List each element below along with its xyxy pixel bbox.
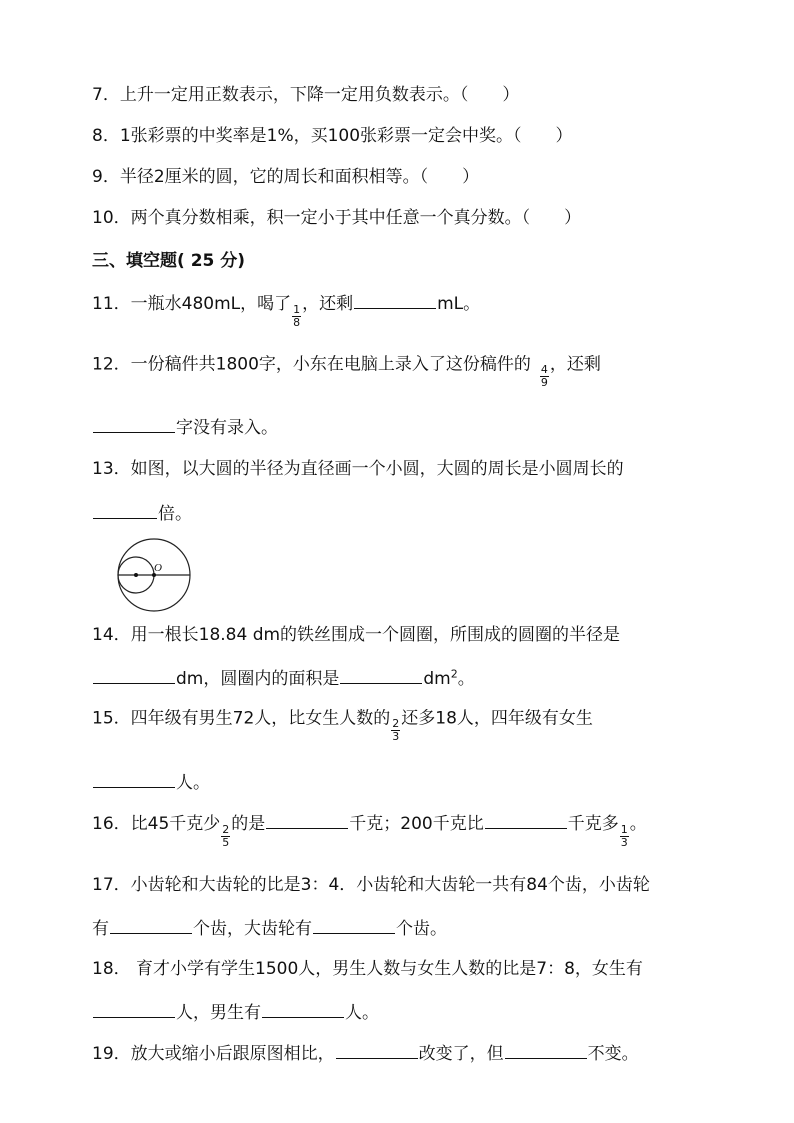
small-circle-center-dot [134, 573, 138, 577]
section-heading-fill-in: 三、填空题( 25 分) [92, 251, 246, 271]
question-15: 15．四年级有男生72人，比女生人数的 $\frac{2}{3}$ 还多18人，四年级有女生 [92, 708, 593, 743]
question-8: 8．1张彩票的中奖率是1%，买100张彩票一定会中奖。（ ） [92, 126, 573, 146]
answer-blank-17b[interactable] [313, 915, 395, 934]
fraction-four-ninths: $\frac{4}{9}$ [540, 363, 548, 389]
question-7: 7．上升一定用正数表示，下降一定用负数表示。（ ） [92, 85, 520, 105]
question-18-cont: 人，男生有 人。 [92, 999, 754, 1025]
question-14: 14．用一根长18.84 dm的铁丝围成一个圆圈，所围成的圆圈的半径是 [92, 625, 621, 645]
answer-blank-16a[interactable] [266, 810, 348, 829]
question-15-cont: 人。 [92, 769, 754, 795]
answer-blank-15[interactable] [93, 769, 175, 788]
question-17-cont: 有 个齿，大齿轮有 个齿。 [92, 915, 754, 941]
question-16: 16．比45千克少 $\frac{2}{5}$ 的是 千克；200千克比 千克多 $\frac{1}{3}$ 。 [92, 810, 754, 837]
fraction-one-third: $\frac{1}{3}$ [620, 822, 628, 849]
question-10: 10．两个真分数相乘，积一定小于其中任意一个真分数。（ ） [92, 208, 582, 228]
answer-blank-17a[interactable] [110, 915, 192, 934]
question-12-cont: 字没有录入。 [92, 414, 754, 440]
fraction-two-thirds: $\frac{2}{3}$ [392, 717, 400, 743]
question-14-cont: dm，圆圈内的面积是 $dm^2$。 [92, 665, 754, 691]
answer-blank-14-radius[interactable] [93, 665, 175, 684]
question-13: 13．如图，以大圆的半径为直径画一个小圆，大圆的周长是小圆周长的 [92, 459, 624, 479]
question-9: 9．半径2厘米的圆，它的周长和面积相等。（ ） [92, 167, 480, 187]
question-13-cont: 倍。 [92, 500, 754, 526]
answer-blank-18a[interactable] [93, 999, 175, 1018]
answer-blank-16b[interactable] [485, 810, 567, 829]
question-19: 19．放大或缩小后跟原图相比， 改变了，但 不变。 [92, 1040, 754, 1066]
question-12: 12．一份稿件共1800字，小东在电脑上录入了这份稿件的 $\frac{4}{9}$ ，还剩 [92, 354, 601, 389]
answer-blank-18b[interactable] [262, 999, 344, 1018]
fraction-two-fifths: $\frac{2}{5}$ [222, 822, 230, 849]
center-label-o: O [154, 562, 162, 574]
circle-diagram [116, 536, 196, 614]
answer-blank-11[interactable] [354, 290, 436, 309]
answer-blank-14-area[interactable] [340, 665, 422, 684]
answer-blank-12[interactable] [93, 414, 175, 433]
question-17: 17．小齿轮和大齿轮的比是3：4．小齿轮和大齿轮一共有84个齿，小齿轮 [92, 875, 650, 895]
question-11: 11．一瓶水480mL，喝了 $\frac{1}{8}$ ，还剩 mL。 [92, 290, 754, 317]
answer-blank-13[interactable] [93, 500, 157, 519]
fraction-one-eighth: $\frac{1}{8}$ [293, 302, 301, 329]
answer-blank-19a[interactable] [336, 1040, 418, 1059]
question-18: 18． 育才小学有学生1500人，男生人数与女生人数的比是7：8，女生有 [92, 959, 643, 979]
answer-blank-19b[interactable] [505, 1040, 587, 1059]
